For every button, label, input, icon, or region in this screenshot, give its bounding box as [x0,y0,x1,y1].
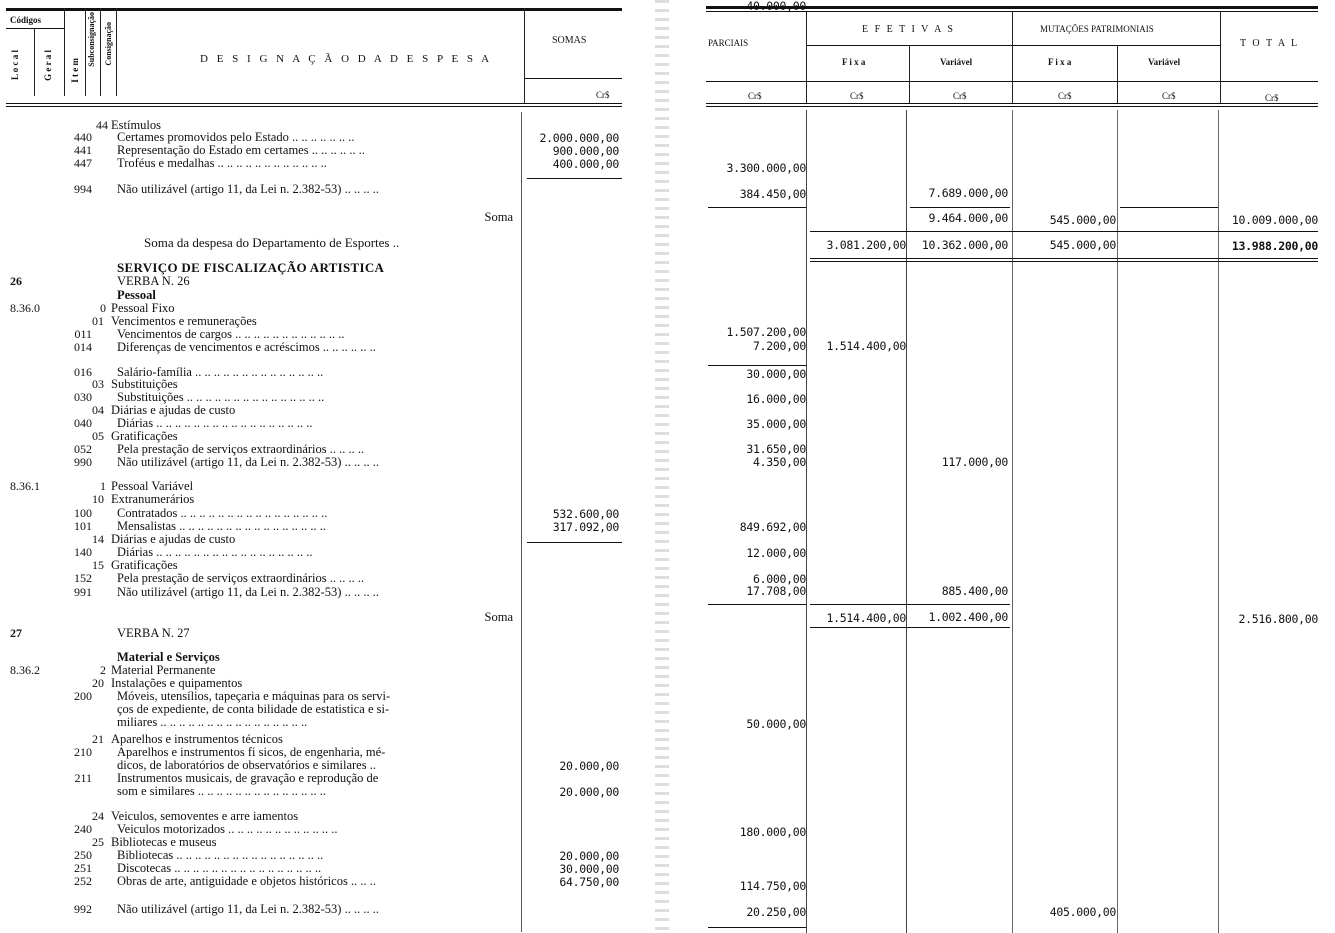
row-description: Substituições .. .. .. .. .. .. .. .. .. .. .. .. .. .. .. [117,390,325,404]
row-description: Diárias .. .. .. .. .. .. .. .. .. .. .. .. .. .. .. .. .. [117,545,313,559]
row-code: 8.36.0 [10,301,40,315]
parciais-header: PARCIAIS [708,38,749,48]
row-parcial-value: 12.000,00 [746,546,806,560]
efetivas-header: E F E T I V A S [862,24,955,35]
row-description: Troféus e medalhas .. .. .. .. .. .. .. .. .. .. .. .. [117,156,327,170]
row-code: 251 [74,861,92,875]
row-code: 447 [74,156,92,170]
page-gutter [655,0,669,933]
row-description: Pessoal Fixo [111,301,175,315]
row-code: 030 [74,390,92,404]
row-soma-value: 900.000,00 [552,144,619,158]
row-description: Gratificações [111,558,178,572]
row-parcial-value: 180.000,00 [739,825,806,839]
row-code: 250 [74,848,92,862]
row-code: 44 [96,118,108,132]
row-description: Aparelhos e instrumentos fi sicos, de engenharia, mé- [117,745,386,759]
row-description: Instalações e quipamentos [111,676,243,690]
total-currency: Cr$ [1265,93,1279,103]
row-description: Diárias e ajudas de custo [111,532,236,546]
row-code: 03 [92,377,104,391]
row-description: Pessoal [117,288,156,302]
variavel-currency: Cr$ [953,91,967,101]
total-header: T O T A L [1240,38,1300,49]
row-variavel-value: 117.000,00 [941,455,1008,469]
row-description: VERBA N. 26 [117,274,190,288]
row-code: 440 [74,130,92,144]
parcial-384450: 384.450,00 [739,187,806,201]
row-code: 991 [74,585,92,599]
row-description: Não utilizável (artigo 11, da Lei n. 2.382-53) .. .. .. .. [117,182,379,196]
row-soma-value: 2.000.000,00 [539,131,619,145]
row-code: 040 [74,416,92,430]
row-description: som e similares .. .. .. .. .. .. .. .. .. .. .. .. .. .. [117,784,327,798]
mut-fixa-currency: Cr$ [1058,91,1072,101]
row-parcial-value: 16.000,00 [746,392,806,406]
row-parcial-value: 4.350,00 [753,455,806,469]
variavel-1002400: 1.002.400,00 [928,610,1008,624]
row-description: Diárias e ajudas de custo [111,403,236,417]
variavel-mutacoes-header: Variável [1148,57,1181,67]
row-description: Material e Serviços [117,650,220,664]
row-code: 10 [92,492,104,506]
row-variavel-value: 885.400,00 [941,584,1008,598]
parciais-currency: Cr$ [748,91,762,101]
row-code: 26 [10,274,22,288]
row-soma-value: 20.000,00 [559,849,619,863]
row-soma-value: 20.000,00 [559,785,619,799]
row-subcode: 2 [100,663,106,677]
row-parcial-value: 30.000,00 [746,367,806,381]
row-code: 200 [74,689,92,703]
row-code: 100 [74,506,92,520]
row-code: 992 [74,902,92,916]
row-parcial-value: 20.250,00 [746,905,806,919]
row-parcial-value: 849.692,00 [739,520,806,534]
row-parcial-value: 6.000,00 [753,572,806,586]
mut-variavel-545000-a: 545.000,00 [1049,213,1116,227]
row-parcial-value: 17.708,00 [746,584,806,598]
row-code: 014 [74,340,92,354]
row-description: Não utilizável (artigo 11, da Lei n. 2.382-53) .. .. .. .. [117,585,379,599]
row-description: Representação do Estado em certames .. .. .. .. .. .. [117,143,365,157]
fixa-1514400-soma: 1.514.400,00 [826,611,906,625]
row-description: Instrumentos musicais, de gravação e reprodução de [117,771,379,785]
somas-header: SOMAS [552,35,587,46]
row-description: Soma da despesa do Departamento de Esportes .. [144,235,400,250]
row-description: Estímulos [111,118,162,132]
fixa-currency: Cr$ [850,91,864,101]
row-code: 8.36.2 [10,663,40,677]
row-description: Obras de arte, antiguidade e objetos históricos .. .. .. [117,874,376,888]
row-description: Bibliotecas .. .. .. .. .. .. .. .. .. .. .. .. .. .. .. .. [117,848,324,862]
local-header: L o c a l [10,50,20,81]
row-description: Veiculos, semoventes e arre iamentos [111,809,299,823]
row-code: 20 [92,676,104,690]
fixa-3081200: 3.081.200,00 [826,238,906,252]
row-soma-value: 532.600,00 [552,507,619,521]
row-code: 211 [74,771,92,785]
row-description: Vencimentos e remunerações [111,314,257,328]
mut-variavel-currency: Cr$ [1162,91,1176,101]
row-code: 441 [74,143,92,157]
row-description: dicos, de laboratórios de observatórios e similares .. [117,758,376,772]
row-description: Salário-família .. .. .. .. .. .. .. .. .. .. .. .. .. .. [117,365,324,379]
row-description: Pela prestação de serviços extraordinários .. .. .. .. [117,571,365,585]
row-description: Discotecas .. .. .. .. .. .. .. .. .. .. .. .. .. .. .. .. [117,861,322,875]
row-code: 04 [92,403,104,417]
row-code: 052 [74,442,92,456]
row-code: 101 [74,519,92,533]
row-mut-variavel-value: 405.000,00 [1049,905,1116,919]
row-description: Extranumerários [111,492,195,506]
variavel-10362000: 10.362.000,00 [921,238,1008,252]
total-13988200: 13.988.200,00 [1231,239,1318,253]
row-soma-value: 400.000,00 [552,157,619,171]
variavel-9464000: 9.464.000,00 [928,211,1008,225]
row-description: Contratados .. .. .. .. .. .. .. .. .. .. .. .. .. .. .. .. [117,506,328,520]
row-description: Diferenças de vencimentos e acréscimos .. .. .. .. .. .. [117,340,376,354]
row-fixa-value: 1.514.400,00 [826,339,906,353]
row-code: 14 [92,532,104,546]
row-description: Não utilizável (artigo 11, da Lei n. 2.382-53) .. .. .. .. [117,455,379,469]
codigos-header: Códigos [10,15,42,25]
row-parcial-value: 1.507.200,00 [726,325,806,339]
row-soma-value: 64.750,00 [559,875,619,889]
designacao-header: D E S I G N A Ç Ã O D A D E S P E S A [200,53,493,65]
row-code: 252 [74,874,92,888]
row-code: 25 [92,835,104,849]
row-description: Móveis, utensílios, tapeçaria e máquinas para os servi- [117,689,391,703]
row-description: Pela prestação de serviços extraordinários .. .. .. .. [117,442,365,456]
row-code: 27 [10,626,22,640]
row-code: 994 [74,182,92,196]
row-parcial-value: 40.000,00 [746,0,806,13]
row-description: Soma [484,610,513,624]
total-10009000: 10.009.000,00 [1231,213,1318,227]
row-description: VERBA N. 27 [117,626,190,640]
row-description: Diárias .. .. .. .. .. .. .. .. .. .. .. .. .. .. .. .. .. [117,416,313,430]
row-code: 01 [92,314,104,328]
consignacao-header: Consignação [104,22,113,66]
row-code: 210 [74,745,92,759]
row-description: Veiculos motorizados .. .. .. .. .. .. .. .. .. .. .. .. [117,822,338,836]
row-description: Vencimentos de cargos .. .. .. .. .. .. .. .. .. .. .. .. [117,327,345,341]
row-code: 011 [74,327,92,341]
row-parcial-value: 7.200,00 [753,339,806,353]
row-parcial-value: 114.750,00 [739,879,806,893]
row-code: 15 [92,558,104,572]
parcial-3300000: 3.300.000,00 [726,161,806,175]
row-code: 140 [74,545,92,559]
fixa-efetivas-header: F i x a [842,57,866,67]
row-description: Pessoal Variável [111,479,194,493]
row-subcode: 0 [100,301,106,315]
row-code: 05 [92,429,104,443]
row-code: 8.36.1 [10,479,40,493]
row-description: Bibliotecas e museus [111,835,217,849]
fixa-mutacoes-header: F i x a [1048,57,1072,67]
row-description: Certames promovidos pelo Estado .. .. .. .. .. .. .. [117,130,355,144]
row-code: 152 [74,571,92,585]
row-soma-value: 317.092,00 [552,520,619,534]
row-description: Material Permanente [111,663,216,677]
mutacoes-header: MUTAÇÕES PATRIMONIAIS [1040,24,1154,34]
row-description: miliares .. .. .. .. .. .. .. .. .. .. .. .. .. .. .. .. [117,715,308,729]
row-code: 240 [74,822,92,836]
variavel-efetivas-header: Variável [940,57,973,67]
row-parcial-value: 50.000,00 [746,717,806,731]
row-description: Soma [484,210,513,224]
row-description: Substituições [111,377,178,391]
variavel-7689000: 7.689.000,00 [928,186,1008,200]
row-description: Mensalistas .. .. .. .. .. .. .. .. .. .. .. .. .. .. .. .. [117,519,327,533]
row-soma-value: 30.000,00 [559,862,619,876]
row-description: SERVIÇO DE FISCALIZAÇÃO ARTISTICA [117,260,385,275]
row-parcial-value: 35.000,00 [746,417,806,431]
row-soma-value: 20.000,00 [559,759,619,773]
geral-header: G e r a l [43,50,53,81]
row-description: Aparelhos e instrumentos técnicos [111,732,283,746]
somas-currency: Cr$ [596,90,610,100]
row-description: Não utilizável (artigo 11, da Lei n. 2.382-53) .. .. .. .. [117,902,379,916]
row-code: 990 [74,455,92,469]
row-code: 21 [92,732,104,746]
item-header: I t e m [70,58,80,83]
row-description: ços de expediente, de conta bilidade de estatistica e si- [117,702,390,716]
row-subcode: 1 [100,479,106,493]
row-parcial-value: 31.650,00 [746,442,806,456]
mut-variavel-545000-b: 545.000,00 [1049,238,1116,252]
row-code: 24 [92,809,104,823]
row-code: 016 [74,365,92,379]
subconsignacao-header: Subconsignação [87,12,96,67]
row-description: Gratificações [111,429,178,443]
total-2516800: 2.516.800,00 [1238,612,1318,626]
